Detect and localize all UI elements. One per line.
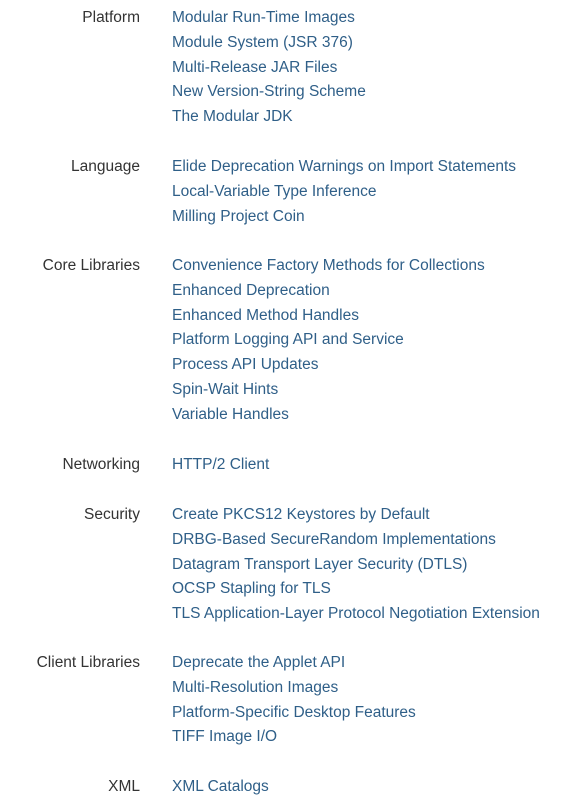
feature-list-networking	[172, 453, 269, 478]
feature-list-platform	[172, 6, 366, 130]
feature-link[interactable]: TLS Application-Layer Protocol Negotiation Extension	[172, 605, 540, 623]
category-label-language: Language	[71, 158, 140, 175]
list-item	[172, 378, 485, 403]
list-item	[172, 725, 416, 750]
feature-link[interactable]: Convenience Factory Methods for Collections	[172, 257, 485, 274]
list-item	[172, 775, 269, 800]
feature-link[interactable]: TIFF Image I/O	[172, 728, 278, 746]
list-item	[172, 6, 366, 31]
list-item	[172, 453, 269, 478]
feature-link[interactable]: Process API Updates	[172, 356, 319, 374]
list-item	[172, 353, 485, 378]
feature-link[interactable]: Modular Run-Time Images	[172, 9, 355, 26]
feature-list-language	[172, 155, 516, 229]
list-item	[172, 279, 485, 304]
feature-link[interactable]: HTTP/2 Client	[172, 456, 270, 473]
category-label-core-libraries: Core Libraries	[42, 257, 140, 274]
category-label-security: Security	[84, 506, 140, 523]
feature-link[interactable]: DRBG-Based SecureRandom Implementations	[172, 530, 496, 548]
feature-link[interactable]: Module System (JSR 376)	[172, 33, 353, 51]
feature-link[interactable]: Variable Handles	[172, 405, 289, 423]
feature-link[interactable]: Elide Deprecation Warnings on Import Statements	[172, 158, 517, 175]
feature-link[interactable]: Datagram Transport Layer Security (DTLS)	[172, 555, 468, 573]
list-item	[172, 80, 366, 105]
feature-list-xml	[172, 775, 269, 800]
list-item	[172, 528, 540, 553]
list-item	[172, 676, 416, 701]
list-item	[172, 651, 416, 676]
list-item	[172, 553, 540, 578]
feature-link[interactable]: Spin-Wait Hints	[172, 380, 279, 398]
list-item	[172, 602, 540, 627]
list-item	[172, 105, 366, 130]
feature-link[interactable]: Multi-Resolution Images	[172, 678, 339, 696]
category-label-xml: XML	[108, 778, 140, 795]
category-label-networking: Networking	[62, 456, 140, 473]
feature-link[interactable]: Local-Variable Type Inference	[172, 182, 377, 200]
feature-link[interactable]: Platform Logging API and Service	[172, 331, 404, 349]
list-item	[172, 56, 366, 81]
feature-link[interactable]: Deprecate the Applet API	[172, 654, 346, 671]
feature-link[interactable]: OCSP Stapling for TLS	[172, 580, 331, 598]
feature-link[interactable]: Milling Project Coin	[172, 207, 305, 225]
list-item	[172, 31, 366, 56]
list-item	[172, 180, 516, 205]
feature-list-client-libraries	[172, 651, 416, 750]
list-item	[172, 403, 485, 428]
list-item	[172, 328, 485, 353]
feature-link[interactable]: Enhanced Deprecation	[172, 281, 330, 299]
feature-link[interactable]: The Modular JDK	[172, 108, 293, 126]
list-item	[172, 503, 540, 528]
feature-link[interactable]: XML Catalogs	[172, 778, 269, 795]
list-item	[172, 205, 516, 230]
feature-link[interactable]: New Version-String Scheme	[172, 83, 366, 101]
category-label-client-libraries: Client Libraries	[36, 654, 140, 671]
list-item	[172, 155, 516, 180]
feature-link[interactable]: Enhanced Method Handles	[172, 306, 359, 324]
feature-list-core-libraries	[172, 254, 485, 428]
list-item	[172, 701, 416, 726]
list-item	[172, 304, 485, 329]
feature-list-security	[172, 503, 540, 627]
list-item	[172, 577, 540, 602]
feature-link[interactable]: Platform-Specific Desktop Features	[172, 703, 416, 721]
feature-link[interactable]: Create PKCS12 Keystores by Default	[172, 506, 430, 523]
category-label-platform: Platform	[82, 9, 140, 26]
list-item	[172, 254, 485, 279]
feature-link[interactable]: Multi-Release JAR Files	[172, 58, 338, 76]
